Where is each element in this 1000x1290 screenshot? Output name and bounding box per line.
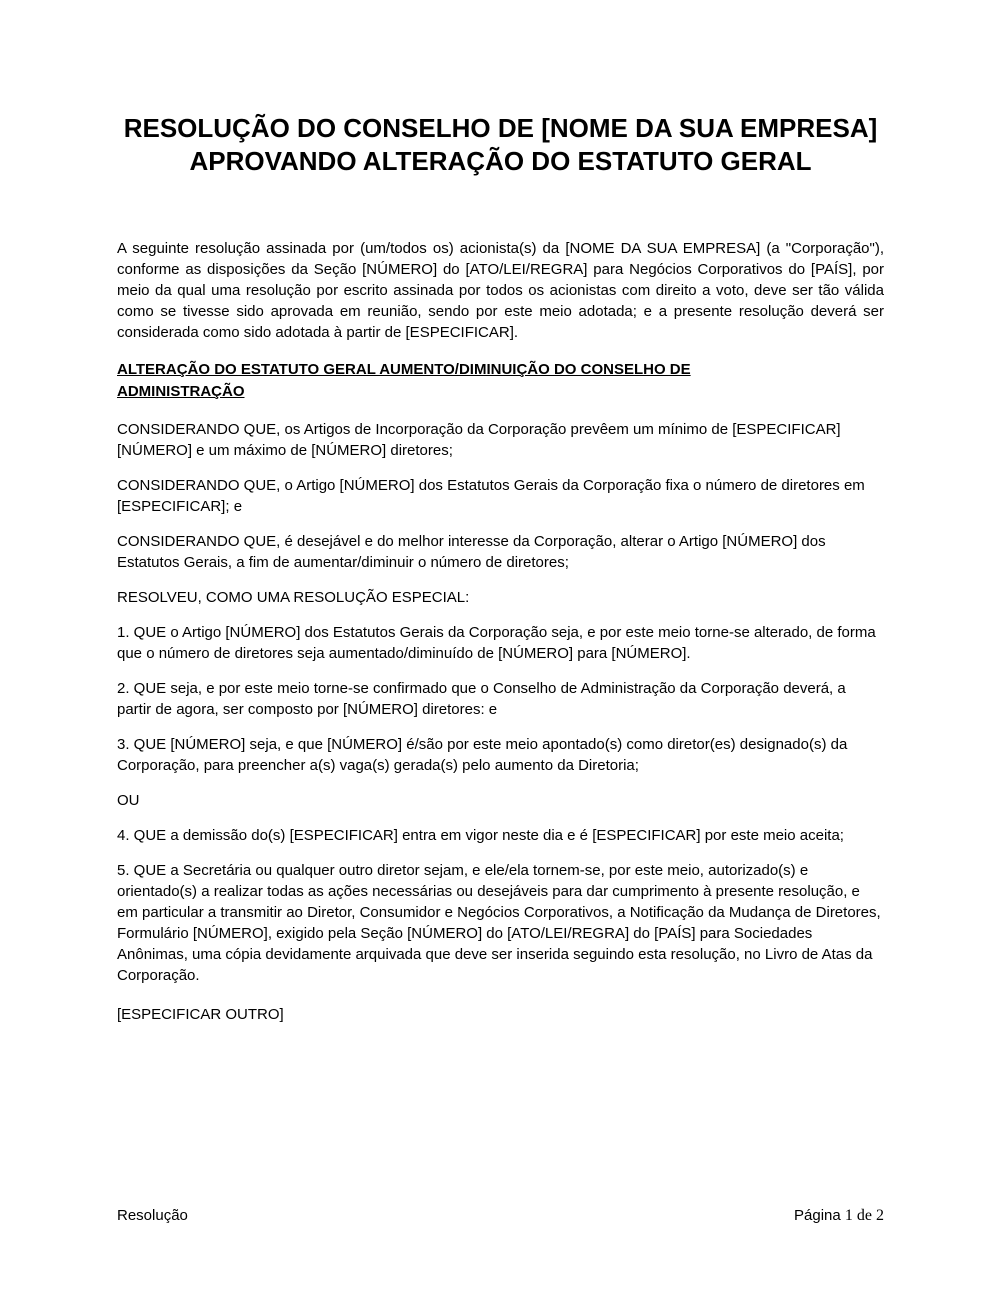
- document-title: [117, 0, 884, 178]
- resolution-item-3: 3. QUE [NÚMERO] seja, e que [NÚMERO] é/são por este meio apontado(s) como diretor(es) designado(s) da Corporação, para preencher a(s) vaga(s) gerada(s) pelo aumento da Diretoria;: [117, 736, 848, 774]
- resolution-item-4: 4. QUE a demissão do(s) [ESPECIFICAR] entra em vigor neste dia e é [ESPECIFICAR] por este meio aceita;: [117, 827, 844, 844]
- footer-page-indicator: [794, 1205, 884, 1226]
- resolution-item-5: 5. QUE a Secretária ou qualquer outro diretor sejam, e ele/ela tornem-se, por este meio, autorizado(s) e orientado(s) a realizar todas as ações necessárias ou desejáveis para dar cumprimento à presente resolução, e em particular a transmitir ao Diretor, Consumidor e Negócios Corporativos, a Notificação da Mudança de Diretores, Formulário [NÚMERO], exigido pela Seção [NÚMERO] do [ATO/LEI/REGRA] do [PAÍS] para Sociedades Anônimas, uma cópia devidamente arquivada que deve ser inserida seguindo esta resolução, no Livro de Atas da Corporação.: [117, 862, 881, 984]
- page-footer: [117, 1205, 884, 1226]
- specify-other-placeholder: [ESPECIFICAR OUTRO]: [117, 1006, 284, 1023]
- document-title-line2: APROVANDO ALTERAÇÃO DO ESTATUTO GERAL: [189, 146, 812, 176]
- whereas-paragraph-2: CONSIDERANDO QUE, o Artigo [NÚMERO] dos Estatutos Gerais da Corporação fixa o número de diretores em [ESPECIFICAR]; e: [117, 477, 865, 515]
- section-heading-line2: ADMINISTRAÇÃO: [117, 383, 245, 400]
- resolution-item-1: 1. QUE o Artigo [NÚMERO] dos Estatutos Gerais da Corporação seja, e por este meio torne-se alterado, de forma que o número de diretores seja aumentado/diminuído de [NÚMERO] para [NÚMERO].: [117, 624, 876, 662]
- section-heading: [117, 359, 884, 403]
- footer-page-number: 1 de 2: [844, 1207, 884, 1224]
- or-separator: OU: [117, 792, 140, 809]
- resolution-item-2: 2. QUE seja, e por este meio torne-se confirmado que o Conselho de Administração da Corporação deverá, a partir de agora, ser composto por [NÚMERO] diretores: e: [117, 680, 846, 718]
- resolved-statement: RESOLVEU, COMO UMA RESOLUÇÃO ESPECIAL:: [117, 589, 470, 606]
- footer-document-label: Resolução: [117, 1207, 188, 1224]
- document-title-line1: RESOLUÇÃO DO CONSELHO DE [NOME DA SUA EMPRESA]: [123, 113, 878, 143]
- whereas-paragraph-1: CONSIDERANDO QUE, os Artigos de Incorporação da Corporação prevêem um mínimo de [ESPECIFICAR] [NÚMERO] e um máximo de [NÚMERO] diretores;: [117, 421, 841, 459]
- section-heading-line1: ALTERAÇÃO DO ESTATUTO GERAL AUMENTO/DIMINUIÇÃO DO CONSELHO DE: [117, 361, 691, 378]
- footer-page-label: Página: [794, 1207, 841, 1224]
- intro-paragraph: A seguinte resolução assinada por (um/todos os) acionista(s) da [NOME DA SUA EMPRESA] (a "Corporação"), conforme as disposições da Seção [NÚMERO] do [ATO/LEI/REGRA] para Negócios Corporativos do [PAÍS], por meio da qual uma resolução por escrito assinada por todos os acionistas com direito a voto, deve ser tão válida como se tivesse sido aprovada em reunião, sendo por este meio adotada; e a presente resolução deverá ser considerada como sido adotada à partir de [ESPECIFICAR].: [117, 240, 884, 341]
- whereas-paragraph-3: CONSIDERANDO QUE, é desejável e do melhor interesse da Corporação, alterar o Artigo [NÚMERO] dos Estatutos Gerais, a fim de aumentar/diminuir o número de diretores;: [117, 533, 826, 571]
